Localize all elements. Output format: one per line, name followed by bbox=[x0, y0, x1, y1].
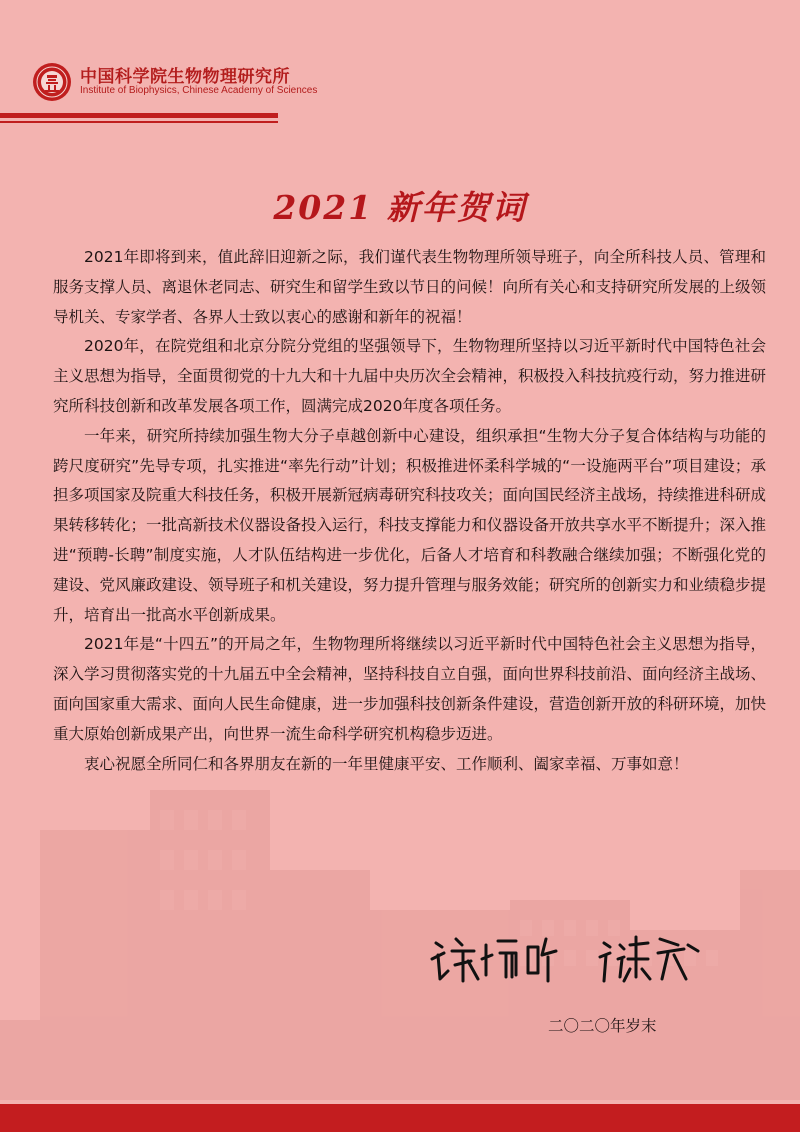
page-title: 2021 新年贺词 bbox=[273, 188, 527, 227]
handwritten-signatures bbox=[428, 925, 718, 995]
letter-body bbox=[53, 243, 766, 779]
paragraph: 2021年是“十四五”的开局之年，生物物理所将继续以习近平新时代中国特色社会主义思想为指导，深入学习贯彻落实党的十九届五中全会精神，坚持科技自立自强，面向世界科技前沿、面向经济主战场、面向国家重大需求、面向人民生命健康，进一步加强科技创新条件建设，营造创新开放的科研环境，加快重大原始创新成果产出，向世界一流生命科学研究机构稳步迈进。 bbox=[53, 635, 767, 743]
header-rule-thin bbox=[0, 121, 278, 123]
paragraph: 2020年，在院党组和北京分院分党组的坚强领导下，生物物理所坚持以习近平新时代中国特色社会主义思想为指导，全面贯彻党的十九大和十九届中央历次全会精神，积极投入科技抗疫行动，努力推进研究所科技创新和改革发展各项工作，圆满完成2020年度各项任务。 bbox=[53, 337, 767, 415]
paragraph: 一年来，研究所持续加强生物大分子卓越创新中心建设，组织承担“生物大分子复合体结构与功能的跨尺度研究”先导专项，扎实推进“率先行动”计划；积极推进怀柔科学城的“一设施两平台”项目建设；承担多项国家及院重大科技任务，积极开展新冠病毒研究科技攻关；面向国民经济主战场，持续推进科研成果转移转化；一批高新技术仪器设备投入运行，科技支撑能力和仪器设备开放共享水平不断提升；深入推进“预聘-长聘”制度实施，人才队伍结构进一步优化，后备人才培育和科教融合继续加强；不断强化党的建设、党风廉政建设、领导班子和机关建设，努力提升管理与服务效能；研究所的创新实力和业绩稳步提升，培育出一批高水平创新成果。 bbox=[53, 426, 767, 624]
footer-bar bbox=[0, 1104, 800, 1132]
paragraph: 衷心祝愿全所同仁和各界朋友在新的一年里健康平安、工作顺利、阖家幸福、万事如意！ bbox=[84, 754, 689, 773]
org-name-cn: 中国科学院生物物理研究所 bbox=[80, 67, 290, 87]
header-rule bbox=[0, 113, 278, 118]
org-name-en: Institute of Biophysics, Chinese Academy of Sciences bbox=[80, 85, 318, 96]
paragraph: 2021年即将到来，值此辞旧迎新之际，我们谨代表生物物理所领导班子，向全所科技人员、管理和服务支撑人员、离退休老同志、研究生和留学生致以节日的问候！向所有关心和支持研究所发展的上级领导机关、专家学者、各界人士致以衷心的感谢和新年的祝福！ bbox=[53, 248, 767, 326]
letter-date: 二〇二〇年岁末 bbox=[548, 1017, 657, 1035]
institute-emblem-icon bbox=[32, 62, 72, 102]
letterhead bbox=[0, 0, 800, 125]
